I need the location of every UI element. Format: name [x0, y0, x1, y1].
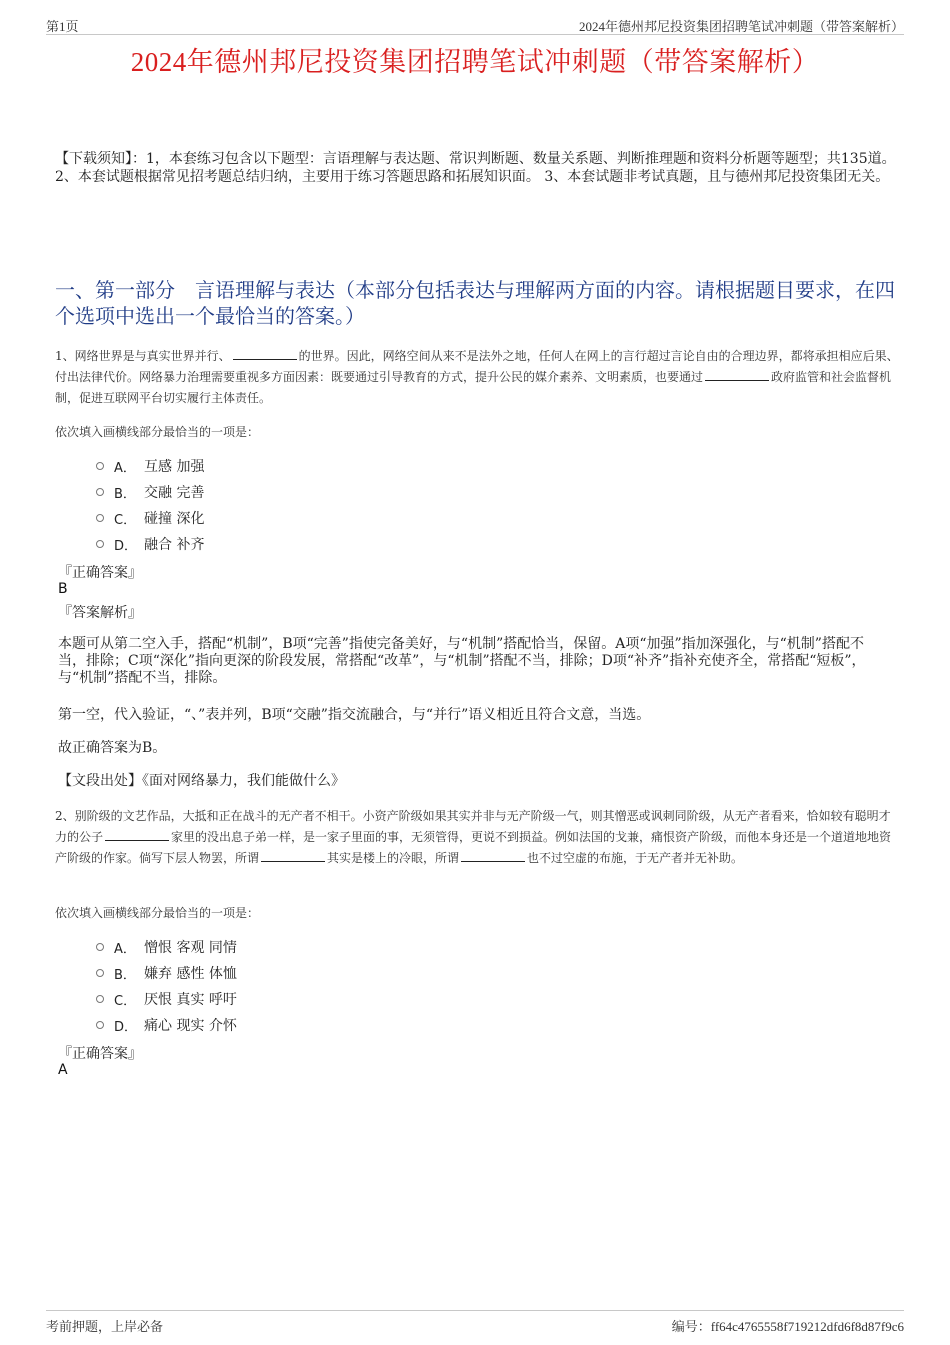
question-1-stem	[55, 346, 901, 409]
stem-text: 也不过空虚的布施，于无产者并无补助。	[527, 851, 744, 865]
analysis-conclusion: 故正确答案为B。	[58, 740, 167, 756]
footer-slogan: 考前押题，上岸必备	[46, 1319, 164, 1334]
analysis-label: 『答案解析』	[58, 605, 142, 621]
correct-answer: A	[58, 1062, 68, 1078]
option-a[interactable]	[96, 934, 237, 960]
question-1-options	[96, 453, 204, 557]
question-2-options	[96, 934, 237, 1038]
radio-icon[interactable]	[96, 488, 104, 496]
question-1	[55, 346, 901, 409]
option-letter: D．	[114, 1019, 138, 1035]
radio-icon[interactable]	[96, 540, 104, 548]
fill-blank	[461, 849, 525, 862]
option-c[interactable]	[96, 505, 204, 531]
correct-answer-label: 『正确答案』	[58, 565, 142, 581]
radio-icon[interactable]	[96, 462, 104, 470]
radio-icon[interactable]	[96, 943, 104, 951]
option-text: 嫌弃 感性 体恤	[144, 966, 237, 982]
option-letter: B．	[114, 486, 136, 502]
option-text: 互感 加强	[144, 459, 205, 475]
download-notice: 【下载须知】：1，本套练习包含以下题型：言语理解与表达题、常识判断题、数量关系题、判断推理题和资料分析题等题型；共135道。 2、本套试题根据常见招考题总结归纳，主要用于练习答题思路和拓展知识面。 3、本套试题非考试真题，且与德州邦尼投资集团无关。	[55, 151, 896, 185]
option-text: 碰撞 深化	[144, 511, 205, 527]
stem-text: 政府监管和社会监督机制，促进互联网平台切实履行主体责任。	[55, 370, 892, 405]
option-text: 融合 补齐	[144, 537, 205, 553]
option-letter: C．	[114, 512, 137, 528]
stem-text: 2、别阶级的文艺作品，大抵和正在战斗的无产者不相干。小资产阶级如果其实并非与无产阶级一气，则其憎恶或讽刺同阶级，从无产者看来，恰如较有聪明才力的公子	[55, 809, 891, 844]
option-d[interactable]	[96, 531, 204, 557]
option-c[interactable]	[96, 986, 237, 1012]
option-text: 厌恨 真实 呼吁	[144, 992, 237, 1008]
fill-blank	[261, 849, 325, 862]
option-d[interactable]	[96, 1012, 237, 1038]
option-letter: D．	[114, 538, 138, 554]
option-b[interactable]	[96, 479, 204, 505]
option-letter: C．	[114, 993, 137, 1009]
option-letter: A．	[114, 460, 136, 476]
option-text: 憎恨 客观 同情	[144, 940, 237, 956]
source-citation: 【文段出处】《面对网络暴力，我们能做什么》	[58, 773, 345, 789]
option-text: 交融 完善	[144, 485, 205, 501]
analysis-paragraph: 本题可从第二空入手，搭配“机制”，B项“完善”指使完备美好，与“机制”搭配恰当，保留。A项“加强”指加深强化，与“机制”搭配不当，排除；C项“深化”指向更深的阶段发展，常搭配“改革”，与“机制”搭配不当，排除；D项“补齐”指补充使齐全，常搭配“短板”，与“机制”搭配不当，排除。	[58, 636, 866, 686]
page-number-label: 第1页	[46, 19, 79, 34]
radio-icon[interactable]	[96, 1021, 104, 1029]
fill-blank	[105, 828, 169, 841]
section-heading: 一、第一部分 言语理解与表达（本部分包括表达与理解两方面的内容。请根据题目要求，在四个选项中选出一个最恰当的答案。）	[55, 278, 895, 328]
question-2-stem	[55, 806, 901, 869]
option-letter: A．	[114, 941, 136, 957]
option-letter: B．	[114, 967, 136, 983]
option-a[interactable]	[96, 453, 204, 479]
analysis-paragraph: 第一空，代入验证，“、”表并列，B项“交融”指交流融合，与“并行”语义相近且符合文意，当选。	[58, 707, 651, 723]
correct-answer: B	[58, 581, 68, 597]
option-b[interactable]	[96, 960, 237, 986]
footer-doc-id: 编号：ff64c4765558f719212dfd6f8d87f9c6	[671, 1319, 904, 1334]
document-title: 2024年德州邦尼投资集团招聘笔试冲刺题（带答案解析）	[130, 47, 820, 77]
question-2-prompt: 依次填入画横线部分最恰当的一项是：	[55, 906, 260, 920]
stem-text: 1、网络世界是与真实世界并行、	[55, 349, 231, 363]
page-footer	[46, 1310, 904, 1334]
correct-answer-label: 『正确答案』	[58, 1046, 142, 1062]
stem-text: 的世界。因此，网络空间从来不是法外之地，任何人在网上的言行超过言论自由的合理边界，都将承担相应后果、付出法律代价。网络暴力治理需要重视多方面因素：既要通过引导教育的方式，提升公民的媒介素养、文明素质，也要通过	[55, 349, 899, 384]
radio-icon[interactable]	[96, 514, 104, 522]
radio-icon[interactable]	[96, 995, 104, 1003]
fill-blank	[233, 347, 297, 360]
question-2	[55, 806, 901, 869]
question-1-prompt: 依次填入画横线部分最恰当的一项是：	[55, 425, 260, 439]
radio-icon[interactable]	[96, 969, 104, 977]
page-header	[46, 14, 904, 35]
stem-text: 其实是楼上的冷眼，所谓	[327, 851, 460, 865]
header-doc-title: 2024年德州邦尼投资集团招聘笔试冲刺题（带答案解析）	[578, 19, 904, 34]
stem-text: 家里的没出息子弟一样，是一家子里面的事，无须管得，更说不到损益。例如法国的戈兼，痛恨资产阶级，而他本身还是一个道道地地资产阶级的作家。倘写下层人物罢，所谓	[55, 830, 892, 865]
fill-blank	[705, 368, 769, 381]
option-text: 痛心 现实 介怀	[144, 1018, 237, 1034]
